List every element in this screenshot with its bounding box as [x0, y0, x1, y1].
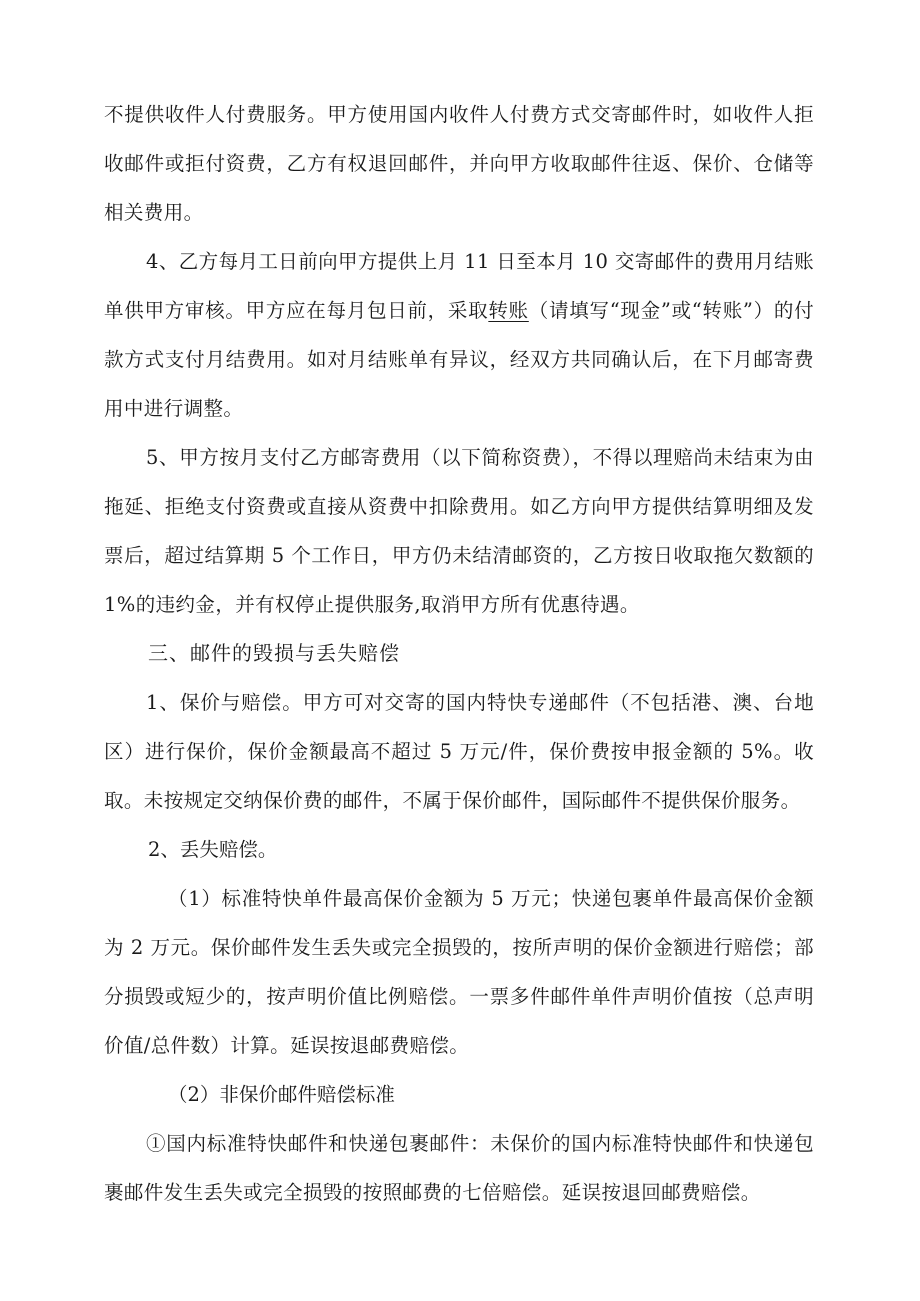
paragraph-insured-compensation: （1）标准特快单件最高保价金额为 5 万元；快递包裹单件最高保价金额为 2 万元。保价邮件发生丢失或完全损毁的，按所声明的保价金额进行赔偿；部分损毁或短少的，按声明价值比例赔偿。一票多件邮件单件声明价值按（总声明价值/总件数）计算。延误按退邮费赔偿。 [104, 887, 814, 1057]
subheading-loss-compensation: 2、丢失赔偿。 [148, 838, 278, 861]
statement-text-after: （请填写“现金”或“转账”）的付款方式支付月结费用。如对月结账单有异议，经双方共同确认后，在下月邮寄费用中进行调整。 [104, 299, 814, 420]
paragraph-recipient-pays: 不提供收件人付费服务。甲方使用国内收件人付费方式交寄邮件时，如收件人拒收邮件或拒付资费，乙方有权退回邮件，并向甲方收取邮件往返、保价、仓储等相关费用。 [104, 103, 814, 224]
section-heading-compensation: 三、邮件的毁损与丢失赔偿 [148, 641, 400, 665]
paragraph-uninsured-domestic: ①国内标准特快邮件和快递包裹邮件：未保价的国内标准特快邮件和快递包裹邮件发生丢失或完全损毁的按照邮费的七倍赔偿。延误按退回邮费赔偿。 [104, 1132, 814, 1204]
paragraph-payment-terms: 5、甲方按月支付乙方邮寄费用（以下简称资费），不得以理赔尚未结束为由拖延、拒绝支付资费或直接从资费中扣除费用。如乙方向甲方提供结算明细及发票后，超过结算期 5 个工作日，甲方仍未结清邮资的，乙方按日收取拖欠数额的 1%的违约金，并有权停止提供服务,取消甲方所有优惠待遇。 [104, 446, 814, 616]
subheading-uninsured-standard: （2）非保价邮件赔偿标准 [168, 1083, 395, 1106]
paragraph-insured-value: 1、保价与赔偿。甲方可对交寄的国内特快专递邮件（不包括港、澳、台地区）进行保价，保价金额最高不超过 5 万元/件，保价费按申报金额的 5%。收取。未按规定交纳保价费的邮件，不属于保价邮件，国际邮件不提供保价服务。 [104, 691, 814, 812]
statement-text-before: 4、乙方每月工日前向甲方提供上月 11 日至本月 10 交寄邮件的费用月结账单供甲方审核。甲方应在每月包日前，采取 [104, 250, 814, 322]
payment-method-filled: 转账 [488, 299, 529, 322]
paragraph-monthly-statement [104, 237, 814, 433]
